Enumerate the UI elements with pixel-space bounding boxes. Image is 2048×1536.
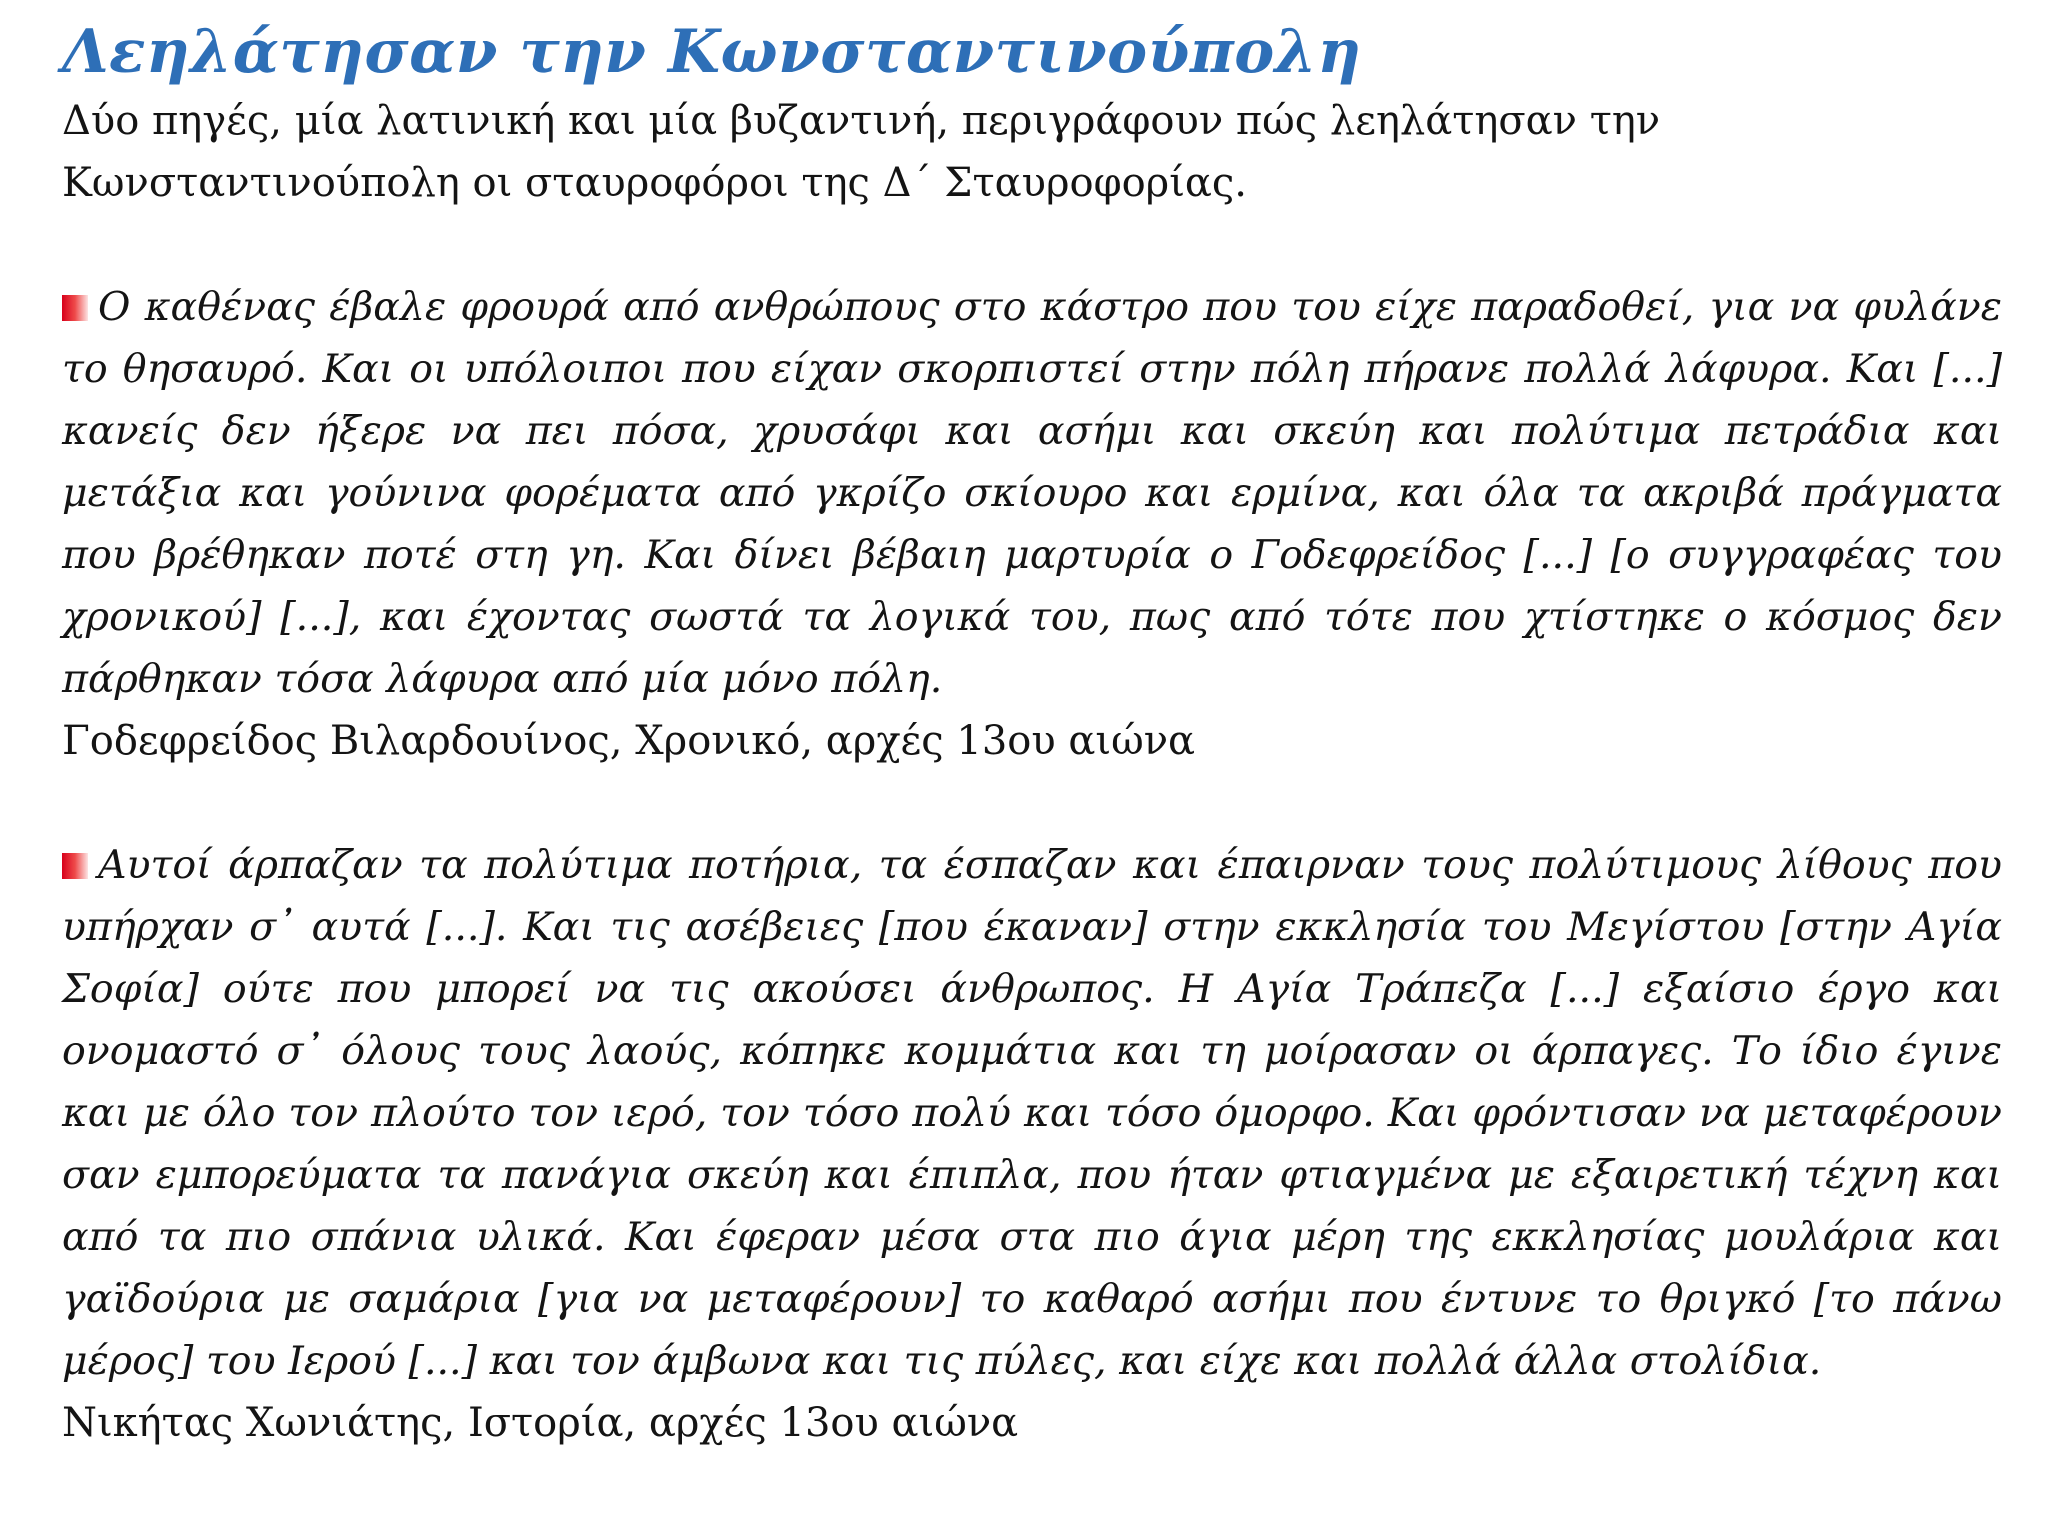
intro-paragraph: Δύο πηγές, μία λατινική και μία βυζαντινή, περιγράφουν πώς λεηλάτησαν την Κωνσταντινούπολη οι σταυροφόροι της Δ΄ Σταυροφορίας. xyxy=(62,98,1661,206)
quote-text: Ο καθένας έβαλε φρουρά από ανθρώπους στο κάστρο που του είχε παραδοθεί, για να φυλάνε το θησαυρό. Και οι υπόλοιποι που είχαν σκορπιστεί στην πόλη πήρανε πολλά λάφυρα. Και [...] κανείς δεν ήξερε να πει πόσα, χρυσάφι και ασήμι και σκεύη και πολύτιμα πετράδια και μετάξια και γούνινα φορέματα από γκρίζο σκίουρο και ερμίνα, και όλα τα ακριβά πράγματα που βρέθηκαν ποτέ στη γη. Και δίνει βέβαιη μαρτυρία ο Γοδεφρείδος [...] [ο συγγραφέας του χρονικού] [...], και έχοντας σωστά τα λογικά του, πως από τότε που χτίστηκε ο κόσμος δεν πάρθηκαν τόσα λάφυρα από μία μόνο πόλη. xyxy=(62,284,2002,702)
page-title: Λεηλάτησαν την Κωνσταντινούπολη xyxy=(62,17,1362,87)
quote-source: Γοδεφρείδος Βιλαρδουίνος, Χρονικό, αρχές 13ου αιώνα xyxy=(62,718,1196,764)
quote-villehardouin xyxy=(62,276,2002,710)
quote-choniates xyxy=(62,834,2002,1392)
quote-text: Αυτοί άρπαζαν τα πολύτιμα ποτήρια, τα έσπαζαν και έπαιρναν τους πολύτιμους λίθους που υπήρχαν σ᾽ αυτά [...]. Και τις ασέβειες [που έκαναν] στην εκκλησία του Μεγίστου [στην Αγία Σοφία] ούτε που μπορεί να τις ακούσει άνθρωπος. Η Αγία Τράπεζα [...] εξαίσιο έργο και ονομαστό σ᾽ όλους τους λαούς, κόπηκε κομμάτια και τη μοίρασαν οι άρπαγες. Το ίδιο έγινε και με όλο τον πλούτο τον ιερό, τον τόσο πολύ και τόσο όμορφο. Και φρόντισαν να μεταφέρουν σαν εμπορεύματα τα πανάγια σκεύη και έπιπλα, που ήταν φτιαγμένα με εξαιρετική τέχνη και από τα πιο σπάνια υλικά. Και έφεραν μέσα στα πιο άγια μέρη της εκκλησίας μουλάρια και γαϊδούρια με σαμάρια [για να μεταφέρουν] το καθαρό ασήμι που έντυνε το θριγκό [το πάνω μέρος] του Ιερού [...] και τον άμβωνα και τις πύλες, και είχε και πολλά άλλα στολίδια. xyxy=(62,842,2002,1384)
red-square-bullet-icon xyxy=(62,295,88,321)
document-page xyxy=(62,14,2002,1454)
quote-source: Νικήτας Χωνιάτης, Ιστορία, αρχές 13ου αιώνα xyxy=(62,1400,1019,1446)
red-square-bullet-icon xyxy=(62,853,88,879)
